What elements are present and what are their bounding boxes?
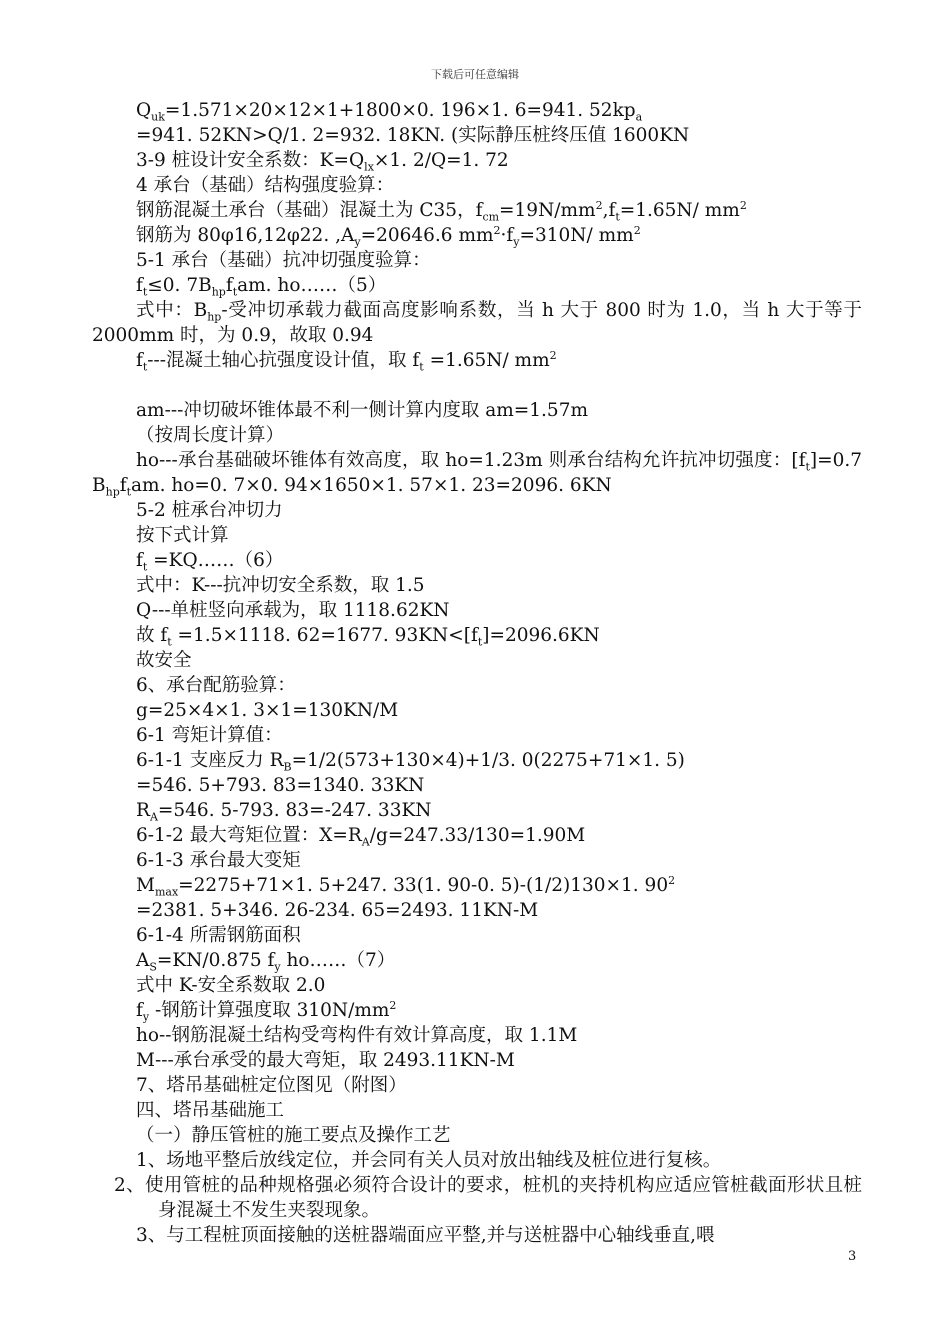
text-line: 钢筋混凝土承台（基础）混凝土为 C35，$f_{cm}=19N/mm^2,f_t=1.65N/$ $mm^2$ bbox=[136, 198, 747, 223]
text-line: 钢筋为 80φ16,12φ22. $,A_y=20646.6$ $mm^2\cdot f_y=310N/$ $mm^2$ bbox=[136, 223, 641, 248]
text-line: =941. 52KN>Q/1. 2=932. 18KN. (实际静压桩终压值 1600KN bbox=[136, 125, 690, 146]
text-line: Q---单桩竖向承载为，取 1118.62KN bbox=[136, 600, 450, 621]
paragraph: ho---承台基础破坏锥体有效高度，取 ho=1.23m 则承台结构允许抗冲切强度：$[f_t]=0.7$ $B_{hp}f_tam$. ho=0. 7×0. 94×1650×1. 57×1. 23=2096. 6KN bbox=[92, 450, 862, 499]
section-heading: 4 承台（基础）结构强度验算： bbox=[136, 175, 395, 196]
text-line: 故 $f_t =1.5\times 1118$. 62=1677. $93KN<[f_t]=2096.6KN$ bbox=[136, 625, 600, 648]
formula-line: $f_t\le 0$. $7B_{hp}f_tam$. ho……（5） bbox=[136, 275, 387, 298]
section-heading: 5-2 桩承台冲切力 bbox=[136, 500, 283, 521]
section-heading: 5-1 承台（基础）抗冲切强度验算： bbox=[136, 250, 431, 271]
formula-line: =2381. 5+346. 26-234. 65=2493. 11KN-M bbox=[136, 900, 539, 921]
text-line: 7、塔吊基础桩定位图见（附图） bbox=[136, 1075, 407, 1096]
formula-line: =546. 5+793. 83=1340. 33KN bbox=[136, 775, 425, 796]
text-line: 按下式计算 bbox=[136, 525, 229, 546]
page-number: 3 bbox=[848, 1249, 857, 1264]
text-line: （按周长度计算） bbox=[136, 425, 285, 446]
text-line: 故安全 bbox=[136, 650, 192, 671]
section-heading: （一）静压管桩的施工要点及操作工艺 bbox=[136, 1125, 451, 1146]
formula-line: 6-1-2 最大弯矩位置：$X=R_A/g=247.33/130=1.90M$ bbox=[136, 825, 586, 848]
text-line: 3-9 桩设计安全系数：$K=Q_{lx}\times 1$. 2/Q=1. 72 bbox=[136, 150, 509, 173]
section-heading: 6、承台配筋验算： bbox=[136, 675, 296, 696]
formula-line: 6-1-1 支座反力 $R_B=1/2(573+130\times 4)+1/3$. 0(2275+71×1. 5) bbox=[136, 750, 685, 773]
text-line: ho--钢筋混凝土结构受弯构件有效计算高度，取 1.1M bbox=[136, 1025, 578, 1046]
formula-line: $R_A=546$. 5-793. 83=-247. 33KN bbox=[136, 800, 432, 823]
list-item: 3、与工程桩顶面接触的送桩器端面应平整,并与送桩器中心轴线垂直,喂 bbox=[136, 1225, 715, 1246]
section-heading: 6-1-3 承台最大变矩 bbox=[136, 850, 301, 871]
section-heading: 四、塔吊基础施工 bbox=[136, 1100, 285, 1121]
paragraph: 式中：$B_{hp}-$受冲切承载力截面高度影响系数，当 h 大于 800 时为 1.0，当 h 大于等于 2000mm 时，为 0.9，故取 0.94 bbox=[92, 300, 862, 346]
list-item: 2、使用管桩的品种规格强必须符合设计的要求，桩机的夹持机构应适应管桩截面形状且桩身混凝土不发生夹裂现象。 bbox=[114, 1175, 862, 1221]
formula-line: g=25×4×1. 3×1=130KN/M bbox=[136, 700, 399, 721]
section-heading: 6-1 弯矩计算值： bbox=[136, 725, 283, 746]
blank-line bbox=[92, 373, 862, 398]
document-body bbox=[92, 98, 862, 1248]
formula-line: $M_{max}=2275+71\times 1$. 5+247. 33(1. 90-0. 5)-(1/2)130×1. $90^2$ bbox=[136, 873, 676, 898]
text-line: 式中：K---抗冲切安全系数，取 1.5 bbox=[136, 575, 425, 596]
formula-line: $A_S=KN/0.875$ $f_y$ ho……（7） bbox=[136, 950, 396, 973]
text-line: $Q_{uk}=1.571\times 20\times 12\times 1+1800\times 0$. 196×1. 6=941. $52kp_a$ bbox=[136, 100, 643, 123]
page-header: 下载后可任意编辑 bbox=[431, 68, 519, 81]
text-line: 式中 K-安全系数取 2.0 bbox=[136, 975, 326, 996]
text-line: M---承台承受的最大弯矩，取 2493.11KN-M bbox=[136, 1050, 515, 1071]
list-item: 1、场地平整后放线定位，并会同有关人员对放出轴线及桩位进行复核。 bbox=[136, 1150, 722, 1171]
text-line: $f_y$ -钢筋计算强度取 $310N/mm^2$ bbox=[136, 998, 397, 1023]
text-line: $f_t---$混凝土轴心抗强度设计值，取 $f_t =1.65N/$ $mm^2$ bbox=[136, 348, 557, 373]
section-heading: 6-1-4 所需钢筋面积 bbox=[136, 925, 301, 946]
formula-line: $f_t$ =KQ……（6） bbox=[136, 550, 284, 573]
text-line: am---冲切破坏锥体最不利一侧计算内度取 am=1.57m bbox=[136, 400, 589, 421]
